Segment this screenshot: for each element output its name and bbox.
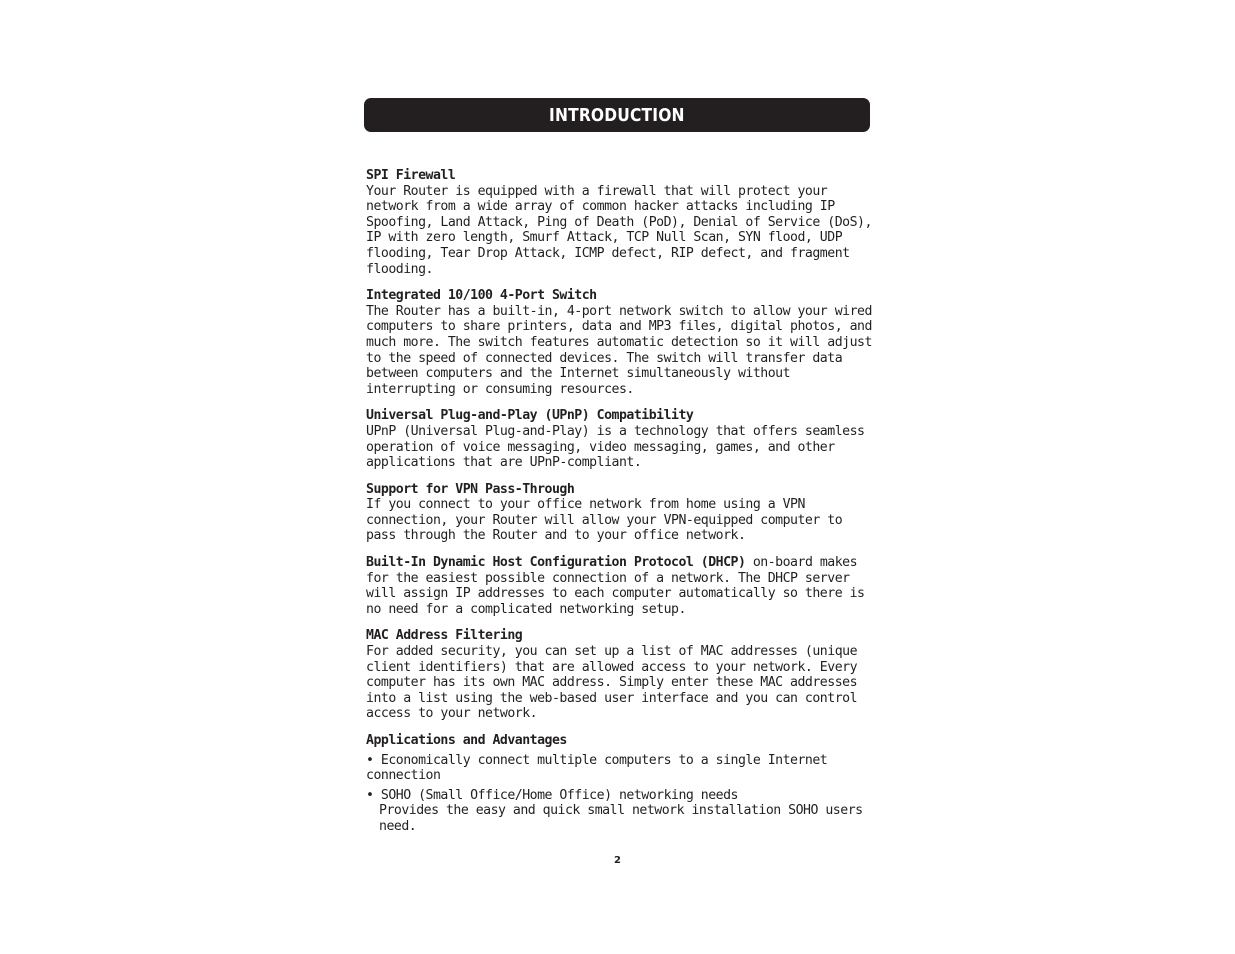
- page-content: [366, 168, 876, 846]
- section-mac-filtering: [366, 628, 876, 722]
- section-body: Your Router is equipped with a firewall that will protect your network from a wide array of common hacker attacks including IP Spoofing, Land Attack, Ping of Death (PoD), Denial of Service (DoS), IP with zero length, Smurf Attack, TCP Null Scan, SYN flood, UDP flooding, Tear Drop Attack, ICMP defect, RIP defect, and fragment flooding.: [366, 183, 872, 277]
- section-title: MAC Address Filtering: [366, 628, 523, 644]
- page-number: 2: [614, 855, 621, 866]
- section-body: If you connect to your office network from home using a VPN connection, your Router will allow your VPN-equipped computer to pass through the Router and to your office network.: [366, 497, 843, 544]
- section-header-bar: [364, 98, 870, 132]
- section-body: The Router has a built-in, 4-port network switch to allow your wired computers to share printers, data and MP3 files, digital photos, and much more. The switch features automatic detection so it will adjust to the speed of connected devices. The switch will transfer data between computers and the Internet simultaneously without interrupting or consuming resources.: [366, 303, 872, 397]
- section-title: Universal Plug-and-Play (UPnP) Compatibility: [366, 408, 694, 424]
- section-body-text: on-board makes for the easiest possible connection of a network. The DHCP server will assign IP addresses to each computer automatically so there is no need for a complicated networking setup.: [366, 555, 865, 617]
- section-title: Integrated 10/100 4-Port Switch: [366, 288, 597, 304]
- section-spi-firewall: [366, 168, 876, 277]
- section-body: For added security, you can set up a list of MAC addresses (unique client identifiers) that are allowed access to your network. Every computer has its own MAC address. Simply enter these MAC addresses into a list using the web-based user interface and you can control access to your network.: [366, 644, 858, 722]
- bullet-item: • SOHO (Small Office/Home Office) networking needs: [366, 787, 738, 803]
- section-dhcp: [366, 555, 876, 617]
- section-title: Built-In Dynamic Host Configuration Protocol (DHCP): [366, 555, 746, 571]
- section-title: SPI Firewall: [366, 168, 456, 183]
- section-header-title: INTRODUCTION: [549, 104, 685, 126]
- bullet-subtext: Provides the easy and quick small network installation SOHO users need.: [379, 803, 863, 834]
- section-upnp: [366, 408, 876, 470]
- section-applications: [366, 733, 876, 835]
- section-title: Applications and Advantages: [366, 733, 567, 748]
- section-body: [366, 555, 876, 617]
- bullet-item: • Economically connect multiple computers to a single Internet connection: [366, 752, 828, 784]
- section-body: UPnP (Universal Plug-and-Play) is a technology that offers seamless operation of voice messaging, video messaging, games, and other applications that are UPnP-compliant.: [366, 423, 865, 471]
- section-integrated-switch: [366, 288, 876, 397]
- section-vpn-pass-through: [366, 482, 876, 544]
- section-title: Support for VPN Pass-Through: [366, 481, 575, 497]
